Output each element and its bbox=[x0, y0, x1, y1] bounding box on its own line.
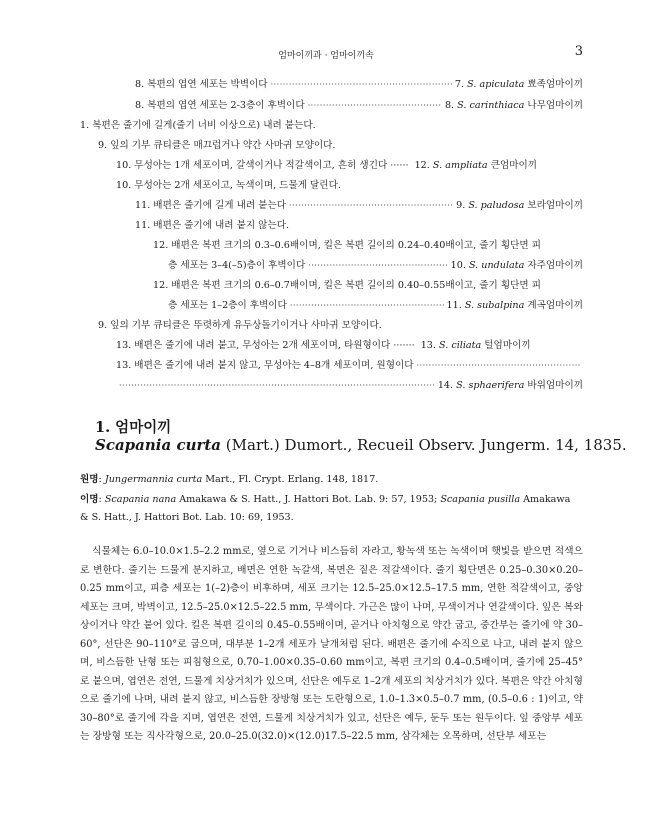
key-line-7: 8. 복편의 엽연 세포는 박벽이다 ····· 7. S. apiculata 뾰족엄마이끼 bbox=[135, 76, 583, 94]
species-description: 식물체는 6.0–10.0×1.5–2.2 mm로, 옆으로 기거나 비스듬히 자라고, 황녹색 또는 녹색이며 햇빛을 받으면 적색으로 변한다. 줄기는 드물게 분지하고, 배면은 연한 녹갈색, 복면은 짙은 적갈색이다. 줄기 횡단면은 0.25–0.30×0.20–0.25 mm이고, 피층 세포는 1(–2)층이 비후하며, 세포 크기는 12.5–25.0×12.5–17.5 mm, 연한 적갈색이고, 중앙 세포는 크며, 박벽이고, 12.5–25.0×12.5–22.5 mm, 무색이다. 가근은 많이 나며, 무색이거나 연갈색이다. 잎은 복와상이거나 약간 붙어 있다. 킬은 복편 길이의 0.45–0.55배이며, 곧거나 아치형으로 약간 굽고, 중간부는 줄기에 약 30–60°, 선단은 90–110°로 굽으며, 대부분 1–2개 세포가 날개처럼 된다. 배편은 줄기에 수직으로 나고, 내려 붙지 않으며, 비스듬한 난형 또는 피침형으로, 0.70–1.00×0.35–0.60 mm이고, 복편 크기의 0.4–0.5배이며, 줄기에 25–45°로 붙으며, 엽연은 전연, 드물게 치상거치가 있으며, 선단은 예두로 1–2개 세포의 치상거치가 있다. 복편은 약간 아치형으로 줄기에 나며, 내려 붙지 않고, 비스듬한 장방형 또는 도란형으로, 1.0–1.3×0.5–0.7 mm, (0.5–0.6 : 1)이고, 약 30–80°로 줄기에 각을 지며, 엽연은 전연, 드물게 치상거치가 있고, 선단은 예두, 둔두 또는 원두이다. 잎 중앙부 세포는 장방형 또는 직사각형으로, 20.0–25.0(32.0)×(12.0)17.5–22.5 mm, 삼각체는 오목하며, 선단부 세포는 bbox=[80, 546, 583, 742]
species-title: 1. 엄마이끼 bbox=[95, 419, 172, 436]
key-line-8: 8. 복편의 엽연 세포는 2-3층이 후벽이다 ····· 8. S. carinthiaca 나무엄마이끼 bbox=[135, 97, 583, 115]
key-line-12b: 12. 배편은 복편 크기의 0.6–0.7배이며, 킬은 복편 길이의 0.40–0.55배이고, 줄기 횡단면 피 bbox=[153, 280, 541, 291]
key-line-13a: 13. 배편은 줄기에 내려 붙고, 무성아는 2개 세포이며, 타원형이다 ······· 13. S. ciliata 털엄마이끼 bbox=[116, 340, 531, 351]
key-line-1b: 1. 복편은 줄기에 길게(줄기 너비 이상으로) 내려 붙는다. bbox=[80, 120, 316, 131]
key-line-13b: 13. 배편은 줄기에 내려 붙지 않고, 무성아는 4–8개 세포이며, 원형이다 ····· bbox=[116, 357, 583, 375]
key-line-10a: 10. 무성아는 1개 세포이며, 갈색이거나 적갈색이고, 흔히 생긴다 ······ 12. S. ampliata 큰엄마이끼 bbox=[116, 160, 538, 171]
key-line-10b: 10. 무성아는 2개 세포이고, 녹색이며, 드물게 달린다. bbox=[116, 180, 341, 191]
basionym: 원명: Jungermannia curta Mart., Fl. Crypt. Erlang. 148, 1817. bbox=[80, 474, 379, 485]
page-number: 3 bbox=[574, 44, 583, 59]
key-line-13b-cont: ····· 14. S. sphaerifera 바위엄마이끼 bbox=[116, 377, 583, 395]
running-title: 엄마이끼과 · 엄마이끼속 bbox=[278, 51, 374, 61]
key-line-9b: 9. 잎의 기부 큐티클은 뚜렷하게 유두상돌기이거나 사마귀 모양이다. bbox=[98, 320, 382, 331]
key-line-11b: 11. 배편은 줄기에 내려 붙지 않는다. bbox=[135, 220, 290, 231]
key-line-11a: 11. 배편은 줄기에 길게 내려 붙는다 ····· 9. S. paludosa 보라엄마이끼 bbox=[135, 197, 583, 215]
key-line-12b-cont: 층 세포는 1–2층이 후벽이다 ····· 11. S. subalpina 계곡엄마이끼 bbox=[168, 297, 583, 315]
key-line-9a: 9. 잎의 기부 큐티클은 매끄럽거나 약간 사마귀 모양이다. bbox=[98, 140, 336, 151]
synonyms: 이명: Scapania nana Amakawa & S. Hatt., J. Hattori Bot. Lab. 9: 57, 1953; Scapania pusilla Amakawa & S. Hatt., J. Hattori Bot. Lab. 10: 69, 1953. bbox=[80, 494, 571, 523]
key-line-12a: 12. 배편은 복편 크기의 0.3–0.6배이며, 킬은 복편 길이의 0.24–0.40배이고, 줄기 횡단면 피 bbox=[153, 240, 541, 251]
species-scientific-name: Scapania curta (Mart.) Dumort., Recueil Observ. Jungerm. 14, 1835. bbox=[95, 436, 627, 454]
key-line-12a-cont: 층 세포는 3–4(–5)층이 후벽이다 ····· 10. S. undulata 자주엄마이끼 bbox=[168, 257, 583, 275]
